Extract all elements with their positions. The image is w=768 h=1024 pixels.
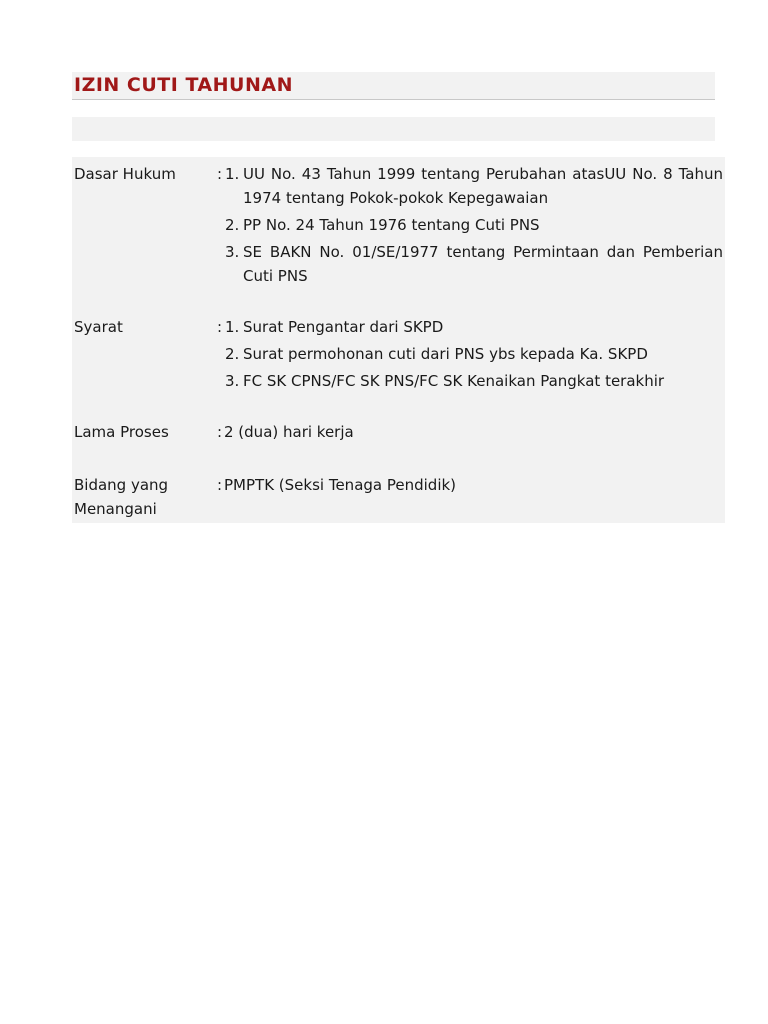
colon: : — [217, 165, 223, 183]
list-item — [223, 315, 723, 339]
title-bar — [72, 72, 715, 100]
value-bidang: PMPTK (Seksi Tenaga Pendidik) — [224, 476, 457, 494]
list-text: UU No. 43 Tahun 1999 tentang Perubahan atasUU No. 8 Tahun 1974 tentang Pokok-pokok Kepegawaian — [243, 165, 723, 207]
row-syarat — [72, 315, 725, 395]
list-text: SE BAKN No. 01/SE/1977 tentang Permintaan dan Pemberian Cuti PNS — [243, 243, 723, 285]
label-lama-proses: Lama Proses — [74, 423, 169, 441]
list-text: Surat Pengantar dari SKPD — [243, 318, 444, 336]
list-text: Surat permohonan cuti dari PNS ybs kepada Ka. SKPD — [243, 345, 648, 363]
list-number: 3. — [225, 372, 240, 390]
colon: : — [217, 476, 223, 494]
value-lama-proses: 2 (dua) hari kerja — [224, 423, 354, 441]
colon: : — [217, 423, 223, 441]
syarat-list — [223, 315, 723, 396]
details-box — [72, 157, 725, 523]
row-dasar-hukum — [72, 162, 725, 292]
list-item — [223, 342, 723, 366]
label-dasar-hukum: Dasar Hukum — [74, 165, 176, 183]
page-title: IZIN CUTI TAHUNAN — [74, 74, 293, 96]
subtitle-bar — [72, 117, 715, 141]
list-text: FC SK CPNS/FC SK PNS/FC SK Kenaikan Pangkat terakhir — [243, 372, 665, 390]
list-item — [223, 240, 723, 288]
colon: : — [217, 318, 223, 336]
row-lama-proses — [72, 420, 725, 446]
list-number: 1. — [225, 318, 240, 336]
list-text: PP No. 24 Tahun 1976 tentang Cuti PNS — [243, 216, 540, 234]
list-number: 2. — [225, 216, 240, 234]
row-bidang — [72, 473, 725, 523]
label-syarat: Syarat — [74, 318, 123, 336]
list-number: 2. — [225, 345, 240, 363]
list-number: 1. — [225, 165, 240, 183]
list-item — [223, 213, 723, 237]
list-number: 3. — [225, 243, 240, 261]
list-item — [223, 162, 723, 210]
dasar-hukum-list — [223, 162, 723, 291]
label-bidang: Bidang yang Menangani — [74, 476, 169, 518]
list-item — [223, 369, 723, 393]
